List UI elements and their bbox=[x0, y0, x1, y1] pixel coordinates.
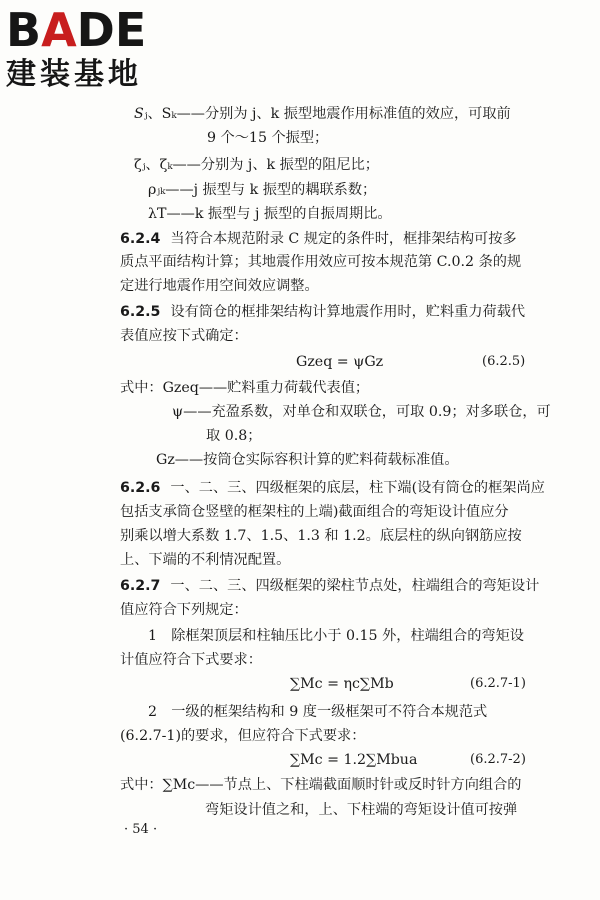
where-sum-mc: 式中：∑Mc——节点上、下柱端截面顺时针或反时针方向组合的 bbox=[120, 777, 522, 793]
equation-6-2-7-2: ∑Mc = 1.2∑Mbua bbox=[290, 752, 418, 768]
section-6-2-4-line1 bbox=[120, 229, 517, 249]
equation-6-2-5: Gzeq = ψGz bbox=[296, 354, 384, 370]
section-6-2-7-line2: 值应符合下列规定： bbox=[120, 602, 248, 618]
def-lambda: λT——k 振型与 j 振型的自振周期比。 bbox=[148, 206, 392, 222]
section-6-2-6-line4: 上、下端的不利情况配置。 bbox=[120, 552, 291, 568]
def-rho: ρⱼₖ——j 振型与 k 振型的耦联系数； bbox=[148, 182, 377, 198]
item-2-line2: (6.2.7-1)的要求，但应符合下式要求： bbox=[120, 728, 366, 744]
section-text: 一、二、三、四级框架的梁柱节点处，柱端组合的弯矩设计 bbox=[170, 578, 540, 594]
section-text: 一、二、三、四级框架的底层，柱下端(设有筒仓的框架尚应 bbox=[170, 480, 545, 496]
section-6-2-5-line1 bbox=[120, 302, 525, 322]
where-psi-cont: 取 0.8； bbox=[206, 428, 262, 444]
item-1-line1: 1 除框架顶层和柱轴压比小于 0.15 外，柱端组合的弯矩设 bbox=[148, 628, 524, 644]
equation-6-2-7-1-number: (6.2.7-1) bbox=[470, 676, 526, 691]
section-text: 设有筒仓的框排架结构计算地震作用时，贮料重力荷载代 bbox=[170, 304, 526, 320]
item-2-line1: 2 一级的框架结构和 9 度一级框架可不符合本规范式 bbox=[148, 704, 488, 720]
def-zeta: ζⱼ、ζₖ——分别为 j、k 振型的阻尼比； bbox=[134, 157, 379, 173]
section-6-2-7-line1 bbox=[120, 576, 539, 596]
section-number: 6.2.7 bbox=[120, 578, 161, 594]
section-6-2-6-line3: 别乘以增大系数 1.7、1.5、1.3 和 1.2。底层柱的纵向钢筋应按 bbox=[120, 528, 522, 544]
section-number: 6.2.6 bbox=[120, 480, 161, 496]
section-6-2-5-line2: 表值应按下式确定： bbox=[120, 328, 248, 344]
equation-6-2-5-number: (6.2.5) bbox=[482, 354, 526, 369]
logo-wordmark bbox=[6, 3, 147, 57]
def-s-text: ⱼ、Sₖ——分别为 j、k 振型地震作用标准值的效应，可取前 bbox=[143, 106, 511, 122]
section-6-2-6-line1 bbox=[120, 478, 545, 498]
logo-letters-de: DE bbox=[76, 3, 147, 57]
bade-logo bbox=[6, 3, 147, 92]
section-number: 6.2.5 bbox=[120, 304, 161, 320]
equation-6-2-7-1: ∑Mc = ηc∑Mb bbox=[290, 676, 394, 692]
logo-letter-a: A bbox=[41, 3, 77, 57]
def-s-line bbox=[134, 104, 511, 124]
where-gz: Gz——按筒仓实际容积计算的贮料荷载标准值。 bbox=[156, 452, 459, 468]
section-number: 6.2.4 bbox=[120, 231, 161, 247]
equation-6-2-7-2-number: (6.2.7-2) bbox=[470, 752, 526, 767]
sym-s: S bbox=[134, 106, 144, 122]
where-psi: ψ——充盈系数，对单仓和双联仓，可取 0.9；对多联仓，可 bbox=[172, 404, 551, 420]
where-gzeq: 式中：Gzeq——贮料重力荷载代表值； bbox=[120, 380, 370, 396]
section-6-2-4-line2: 质点平面结构计算；其地震作用效应可按本规范第 C.0.2 条的规 bbox=[120, 254, 522, 270]
section-6-2-4-line3: 定进行地震作用空间效应调整。 bbox=[120, 278, 319, 294]
def-s-cont: 9 个～15 个振型； bbox=[207, 130, 329, 146]
item-1-line2: 计值应符合下式要求： bbox=[120, 652, 262, 668]
section-text: 当符合本规范附录 C 规定的条件时，框排架结构可按多 bbox=[170, 231, 517, 247]
where-sum-mc-cont: 弯矩设计值之和，上、下柱端的弯矩设计值可按弹 bbox=[205, 802, 518, 818]
logo-subtitle: 建装基地 bbox=[6, 57, 142, 92]
logo-letter-b: B bbox=[6, 3, 42, 57]
page-number: · 54 · bbox=[124, 822, 158, 837]
section-6-2-6-line2: 包括支承筒仓竖壁的框架柱的上端)截面组合的弯矩设计值应分 bbox=[120, 504, 509, 520]
